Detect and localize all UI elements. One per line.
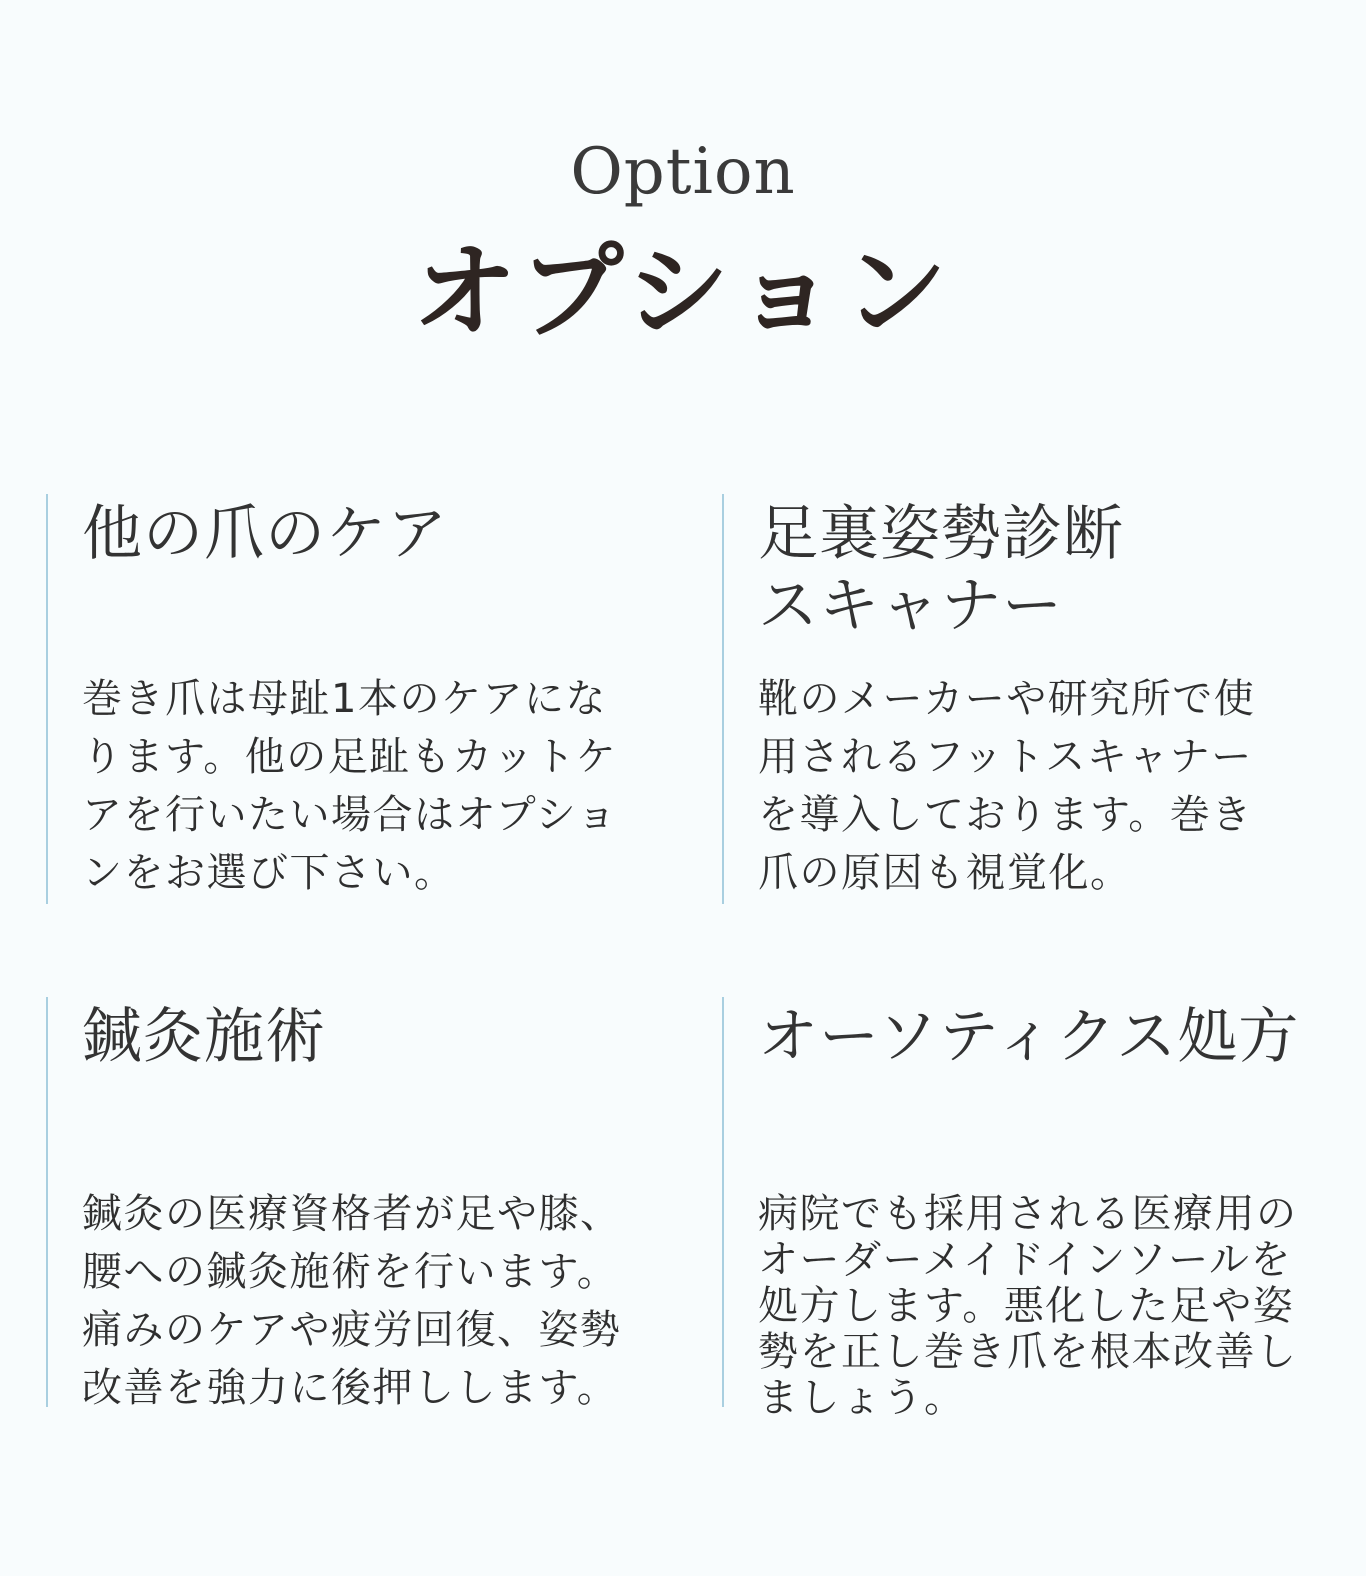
option-title-line: 足裏姿勢診断: [758, 499, 1124, 569]
option-description: [758, 1191, 1298, 1421]
option-description-line: 腰への鍼灸施術を行います。: [82, 1249, 619, 1295]
option-card-acupuncture: [46, 997, 666, 1411]
option-description-line: オーダーメイドインソールを: [758, 1237, 1292, 1283]
option-description-line: ります。他の足趾もカットケ: [82, 734, 618, 780]
section-subtitle-en: Option: [570, 135, 796, 209]
option-description: [82, 670, 618, 902]
option-title: [758, 1001, 1299, 1073]
option-description-line: 巻き爪は母趾1本のケアにな: [82, 676, 607, 722]
option-description-line: 勢を正し巻き爪を根本改善し: [758, 1329, 1298, 1375]
option-title: [758, 498, 1124, 642]
option-description-line: ましょう。: [758, 1375, 966, 1421]
option-description-line: 靴のメーカーや研究所で使: [758, 676, 1256, 722]
option-description-line: 爪の原因も視覚化。: [758, 850, 1132, 896]
option-description-line: 改善を強力に後押しします。: [82, 1365, 619, 1411]
option-description: [82, 1185, 622, 1417]
option-title-line: 鍼灸施術: [82, 1002, 326, 1072]
option-card-other-nail-care: [46, 494, 666, 904]
option-description-line: 鍼灸の医療資格者が足や膝、: [82, 1191, 622, 1237]
option-description-line: ンをお選び下さい。: [82, 850, 456, 896]
option-description-line: 用されるフットスキャナー: [758, 734, 1253, 780]
option-description-line: を導入しております。巻き: [758, 792, 1253, 838]
option-card-orthotics: [722, 997, 1352, 1421]
option-description: [758, 670, 1255, 902]
section-title: オプション: [412, 231, 954, 353]
option-title-line: 他の爪のケア: [82, 499, 448, 569]
option-card-foot-scanner: [722, 494, 1352, 904]
option-title: [82, 498, 448, 570]
option-description-line: 痛みのケアや疲労回復、姿勢: [82, 1307, 622, 1353]
option-description-line: 病院でも採用される医療用の: [758, 1191, 1298, 1237]
option-title: [82, 1001, 326, 1073]
option-description-line: アを行いたい場合はオプショ: [82, 792, 618, 838]
option-title-line: スキャナー: [758, 571, 1063, 641]
option-description-line: 処方します。悪化した足や姿: [758, 1283, 1295, 1329]
option-title-line: オーソティクス処方: [758, 1002, 1300, 1072]
